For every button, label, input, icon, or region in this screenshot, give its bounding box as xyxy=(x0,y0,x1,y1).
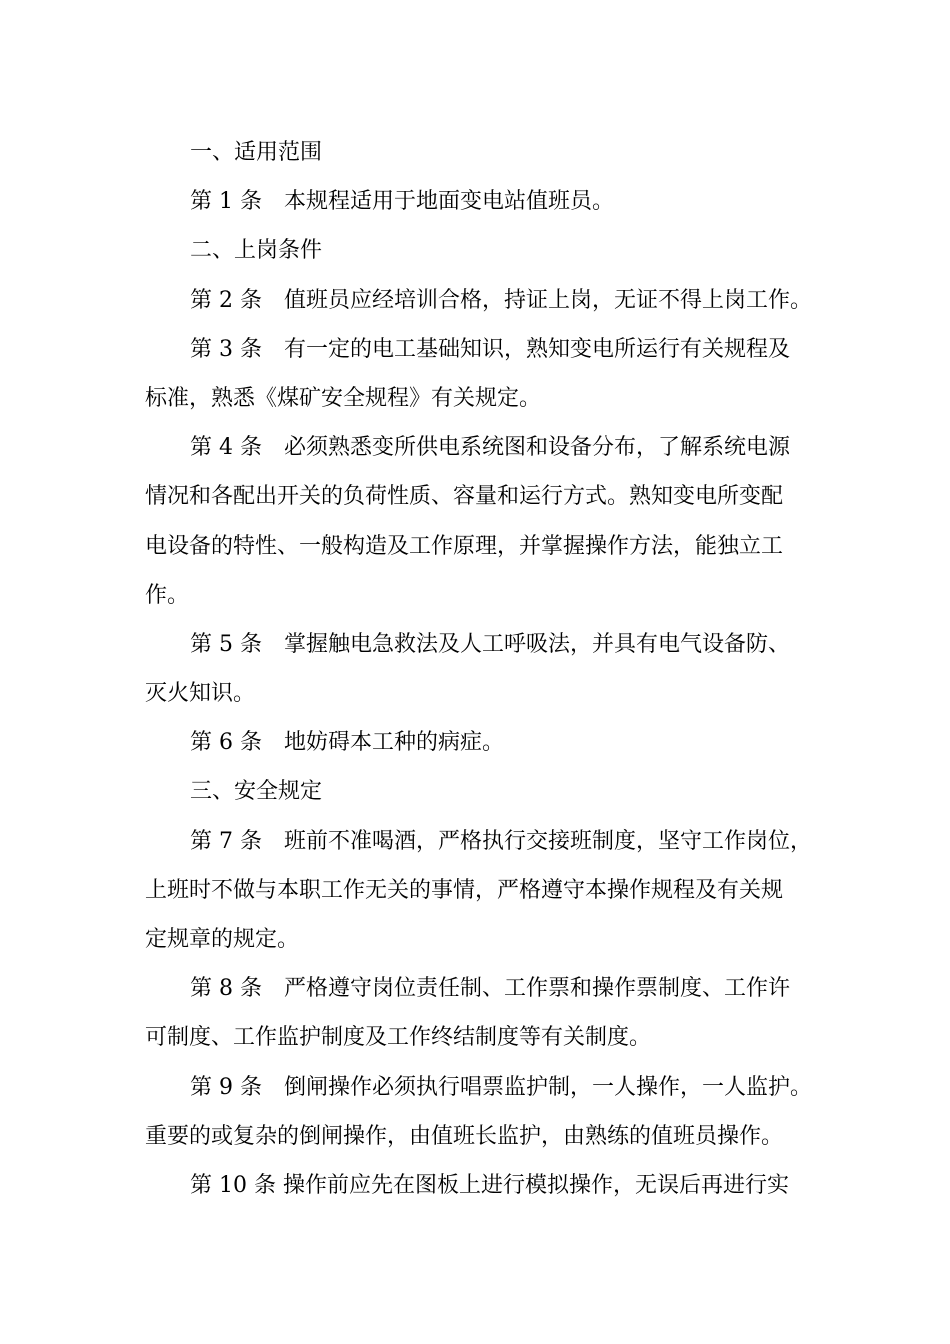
article-3-line-2: 标准，熟悉《煤矿安全规程》有关规定。 xyxy=(145,385,542,411)
section-heading: 三、安全规定 xyxy=(190,779,323,805)
article-3-line-1: 第 3 条 有一定的电工基础知识，熟知变电所运行有关规程及 xyxy=(190,336,790,362)
article-9-line-1: 第 9 条 倒闸操作必须执行唱票监护制，一人操作，一人监护。 xyxy=(190,1074,812,1100)
article-9-line-2: 重要的或复杂的倒闸操作，由值班长监护，由熟练的值班员操作。 xyxy=(145,1123,784,1149)
article-10-line-1: 第 10 条 操作前应先在图板上进行模拟操作，无误后再进行实 xyxy=(190,1172,789,1198)
article-4-line-3: 电设备的特性、一般构造及工作原理，并掌握操作方法，能独立工 xyxy=(145,533,784,559)
article-4-line-4: 作。 xyxy=(145,582,190,608)
article-8-line-1: 第 8 条 严格遵守岗位责任制、工作票和操作票制度、工作许 xyxy=(190,976,790,1002)
article-1: 第 1 条 本规程适用于地面变电站值班员。 xyxy=(190,189,614,215)
article-4-line-1: 第 4 条 必须熟悉变所供电系统图和设备分布，了解系统电源 xyxy=(190,435,790,461)
article-7-line-1: 第 7 条 班前不准喝酒，严格执行交接班制度，坚守工作岗位， xyxy=(190,828,812,854)
article-5-line-1: 第 5 条 掌握触电急救法及人工呼吸法，并具有电气设备防、 xyxy=(190,631,790,657)
document-body xyxy=(145,128,825,1210)
article-2: 第 2 条 值班员应经培训合格，持证上岗，无证不得上岗工作。 xyxy=(190,287,812,313)
section-heading: 二、上岗条件 xyxy=(190,238,323,264)
article-6: 第 6 条 地妨碍本工种的病症。 xyxy=(190,730,504,756)
article-7-line-3: 定规章的规定。 xyxy=(145,927,300,952)
article-8-line-2: 可制度、工作监护制度及工作终结制度等有关制度。 xyxy=(145,1025,652,1051)
article-5-line-2: 灭火知识。 xyxy=(145,681,256,707)
section-heading: 一、适用范围 xyxy=(190,140,323,165)
article-7-line-2: 上班时不做与本职工作无关的事情，严格遵守本操作规程及有关规 xyxy=(145,877,784,903)
article-4-line-2: 情况和各配出开关的负荷性质、容量和运行方式。熟知变电所变配 xyxy=(145,484,784,510)
